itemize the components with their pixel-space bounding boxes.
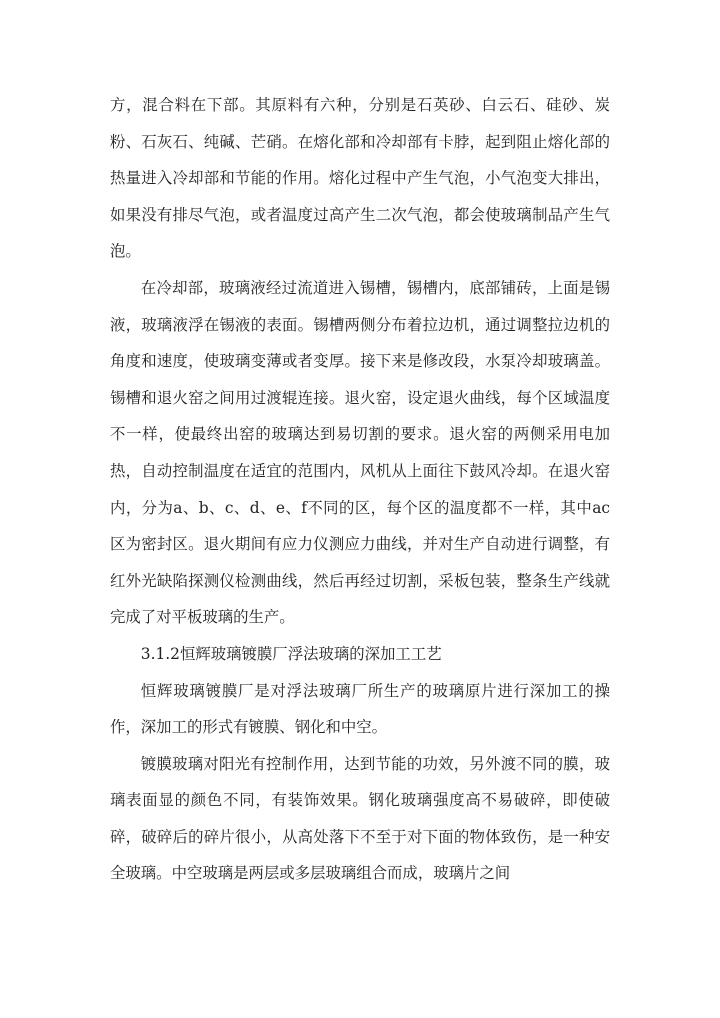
body-text xyxy=(110,87,610,892)
paragraph-tin-bath-annealing: 在冷却部，玻璃液经过流道进入锡槽，锡槽内，底部铺砖，上面是锡液，玻璃液浮在锡液的表面。锡槽两侧分布着拉边机，通过调整拉边机的角度和速度，使玻璃变薄或者变厚。接下来是修改段，水泵冷却玻璃盖。锡槽和退火窑之间用过渡辊连接。退火窑，设定退火曲线，每个区域温度不一样，使最终出窑的玻璃达到易切割的要求。退火窑的两侧采用电加热，自动控制温度在适宜的范围内，风机从上面往下鼓风冷却。在退火窑内，分为a、b、c、d、e、f不同的区，每个区的温度都不一样，其中ac区为密封区。退火期间有应力仪测应力曲线，并对生产自动进行调整，有红外光缺陷探测仪检测曲线，然后再经过切割，采板包装，整条生产线就完成了对平板玻璃的生产。 xyxy=(110,278,610,627)
paragraph-coated-tempered-glass: 镀膜玻璃对阳光有控制作用，达到节能的功效，另外渡不同的膜，玻璃表面显的颜色不同，有装饰效果。钢化玻璃强度高不易破碎，即使破碎，破碎后的碎片很小，从高处落下不至于对下面的物体致伤，是一种安全玻璃。中空玻璃是两层或多层玻璃组合而成，玻璃片之间 xyxy=(110,754,610,883)
paragraph-deep-processing: 恒辉玻璃镀膜厂是对浮法玻璃厂所生产的玻璃原片进行深加工的操作，深加工的形式有镀膜、钢化和中空。 xyxy=(110,681,610,737)
section-heading-3-1-2: 3.1.2恒辉玻璃镀膜厂浮法玻璃的深加工工艺 xyxy=(140,644,442,663)
paragraph-continued: 方，混合料在下部。其原料有六种，分别是石英砂、白云石、硅砂、炭粉、石灰石、纯碱、芒硝。在熔化部和冷却部有卡脖，起到阻止熔化部的热量进入冷却部和节能的作用。熔化过程中产生气泡，小气泡变大排出，如果没有排尽气泡，或者温度过高产生二次气泡，都会使玻璃制品产生气泡。 xyxy=(110,96,610,261)
